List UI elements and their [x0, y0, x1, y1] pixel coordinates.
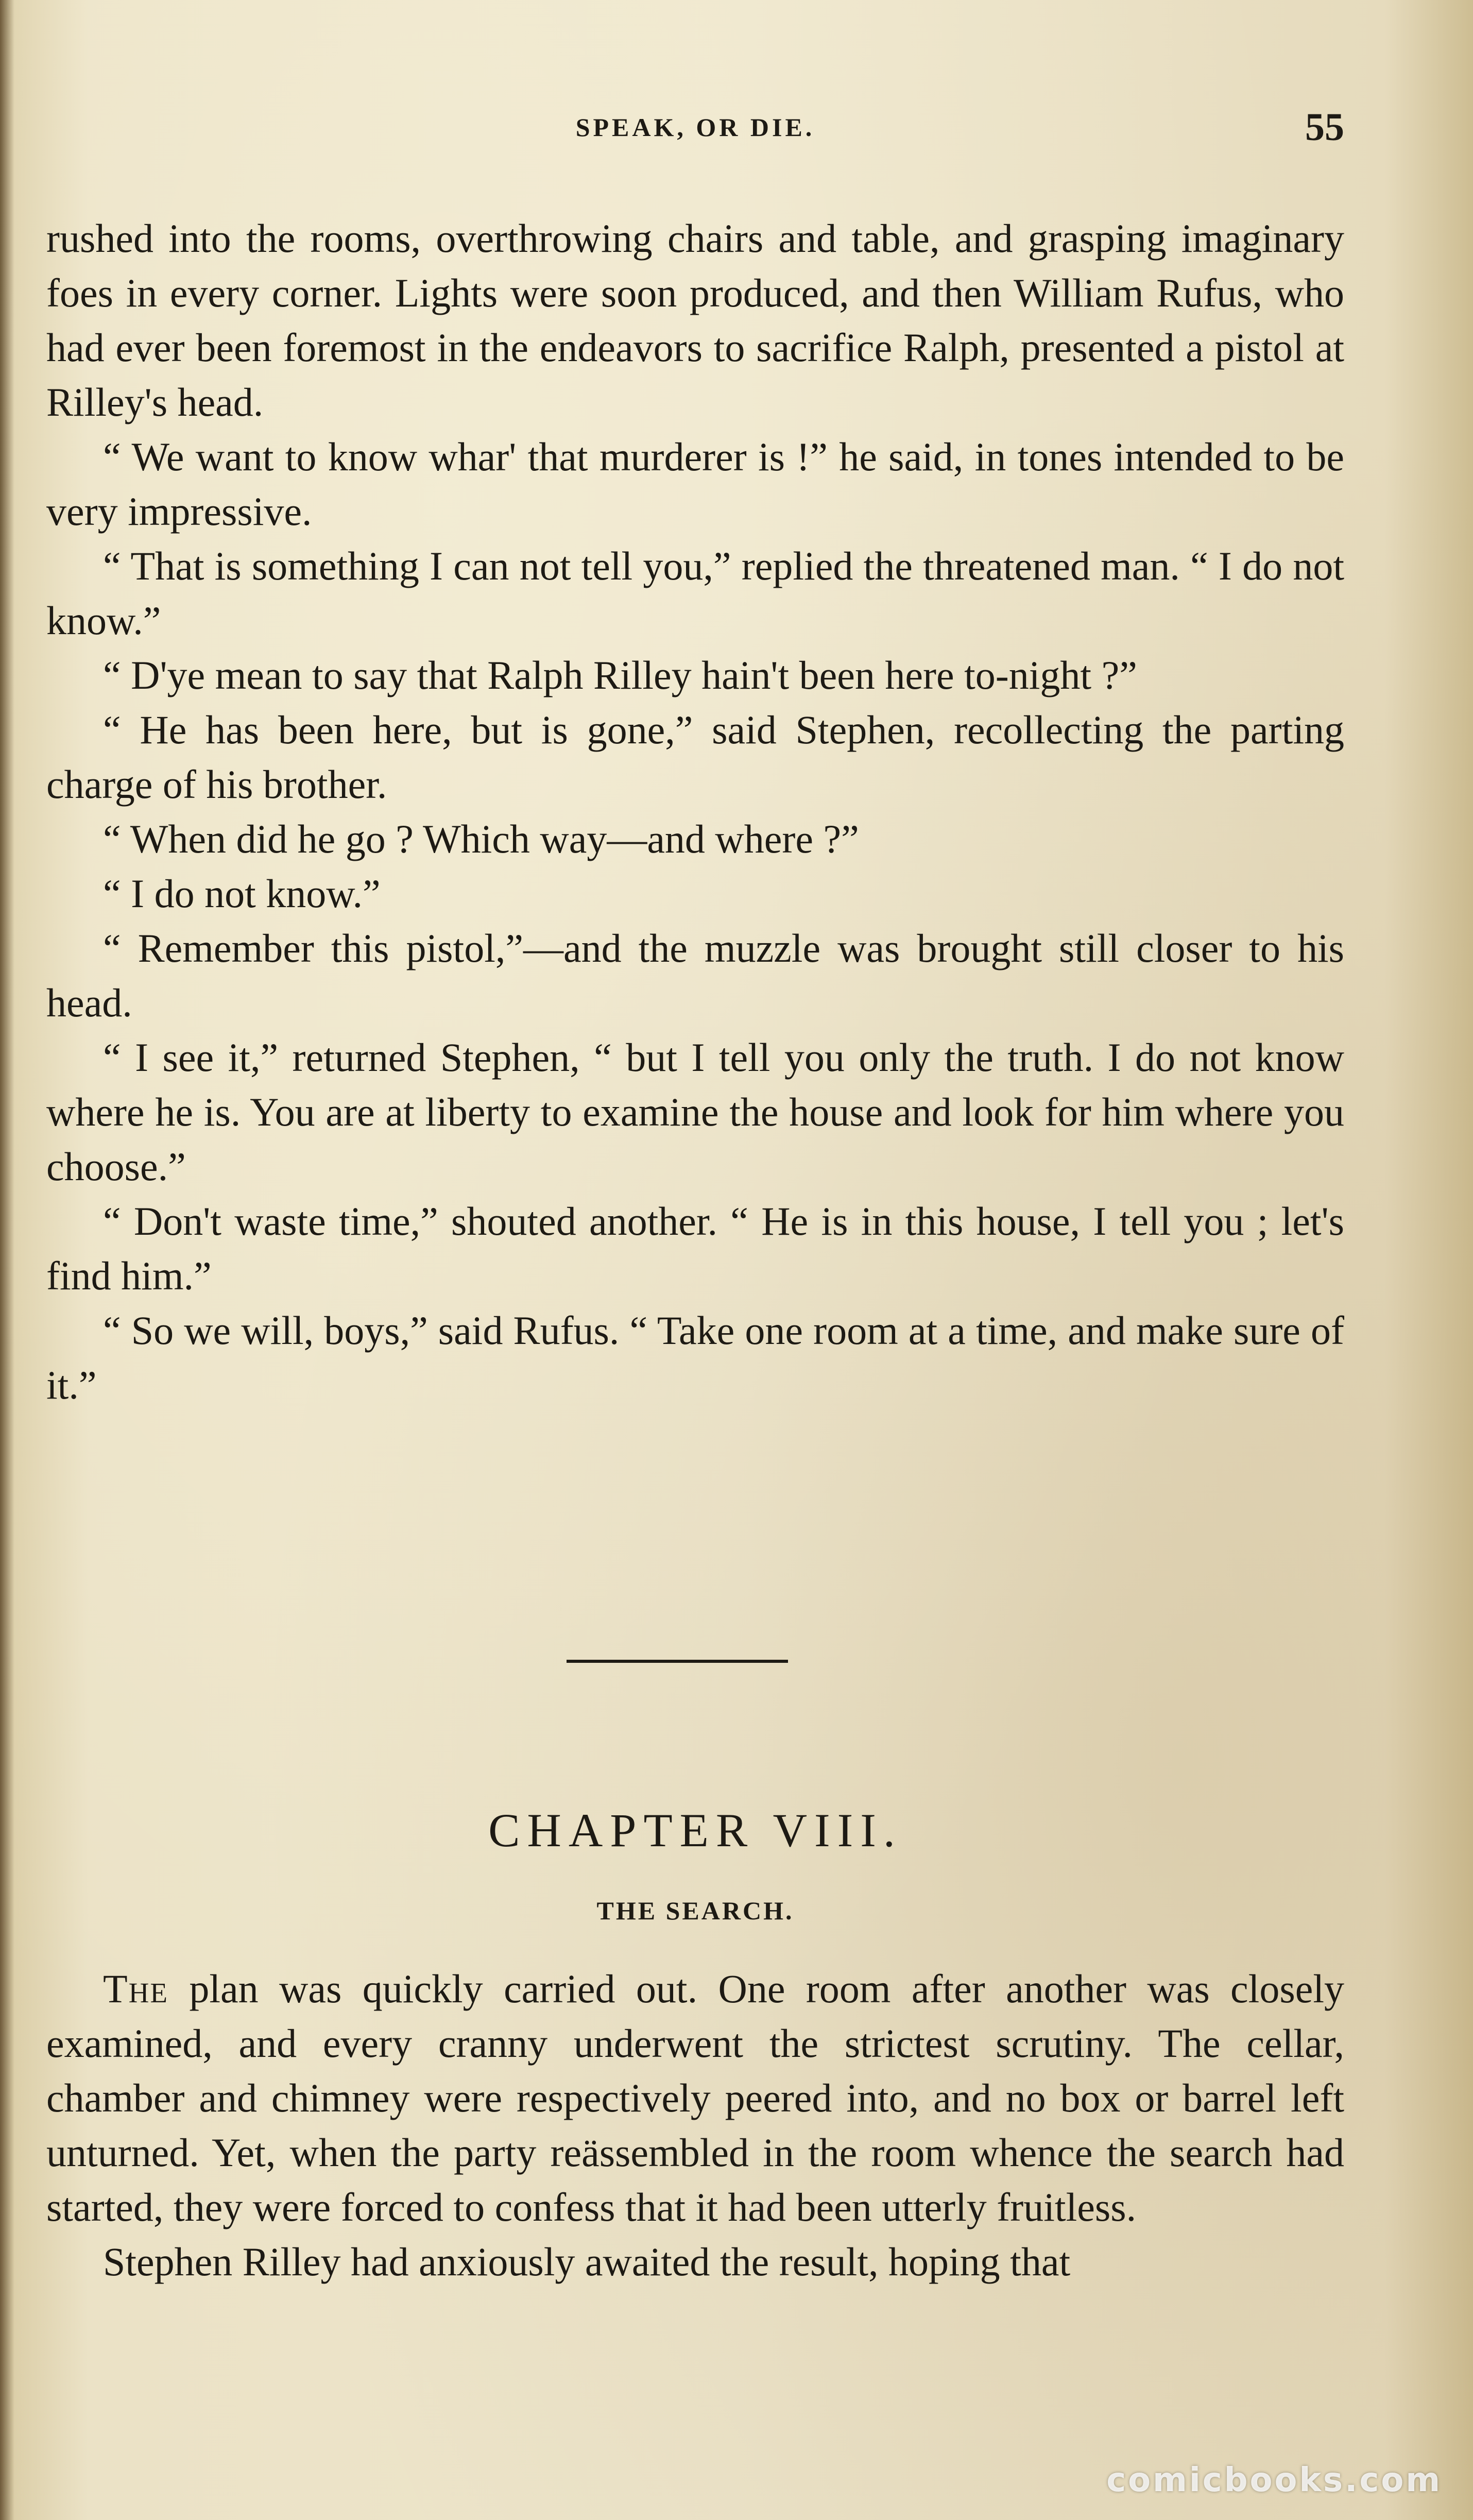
chapter-subtitle: THE SEARCH. [596, 1896, 794, 1925]
opening-word: The [103, 1966, 168, 2011]
body-paragraph: “ So we will, boys,” said Rufus. “ Take one room at a time, and make sure of it.” [46, 1308, 1344, 1407]
running-head [46, 103, 1344, 149]
body-text [46, 211, 1344, 1412]
body-paragraph: “ Don't waste time,” shouted another. “ He is in this house, I tell you ; let's find him.” [46, 1199, 1344, 1298]
chapter-heading: CHAPTER VIII. [488, 1804, 902, 1857]
running-title: SPEAK, OR DIE. [575, 113, 815, 142]
body-paragraph: “ That is something I can not tell you,” replied the threatened man. “ I do not know.” [46, 543, 1344, 643]
body-paragraph: “ We want to know whar' that murderer is !” he said, in tones intended to be very impressive. [46, 434, 1344, 534]
page-number: 55 [1305, 106, 1344, 149]
body-paragraph: “ I see it,” returned Stephen, “ but I tell you only the truth. I do not know where he is. You are at liberty to examine the house and look for him where you choose.” [46, 1035, 1344, 1189]
body-paragraph: “ He has been here, but is gone,” said Stephen, recollecting the parting charge of his brother. [46, 707, 1344, 807]
paragraph-text: plan was quickly carried out. One room after another was closely examined, and every cranny underwent the strictest scrutiny. The cellar, chamber and chimney were respectively peered into, and no box or barrel left unturned. Yet, when the party reässembled in the room whence the search had started, they were forced to confess that it had been utterly fruitless. [46, 1966, 1344, 2229]
chapter-paragraph [46, 2235, 1344, 2289]
chapter-paragraph [46, 1962, 1344, 2235]
body-paragraph: “ D'ye mean to say that Ralph Rilley hain't been here to-night ?” [103, 653, 1137, 697]
body-paragraph: “ I do not know.” [103, 871, 381, 916]
body-paragraph: “ Remember this pistol,”—and the muzzle was brought still closer to his head. [46, 926, 1344, 1025]
paragraph-text: Stephen Rilley had anxiously awaited the result, hoping that [103, 2239, 1071, 2284]
section-divider [567, 1660, 788, 1663]
binding-edge [0, 0, 14, 2520]
body-paragraph: “ When did he go ? Which way—and where ?” [103, 816, 859, 861]
body-paragraph: rushed into the rooms, overthrowing chairs and table, and grasping imaginary foes in every corner. Lights were soon produced, and then William Rufus, who had ever been foremost in the endeavors to sacrifice Ralph, presented a pistol at Rilley's head. [46, 216, 1344, 424]
chapter-text [46, 1962, 1344, 2289]
site-watermark: comicbooks.com [1106, 2461, 1442, 2499]
